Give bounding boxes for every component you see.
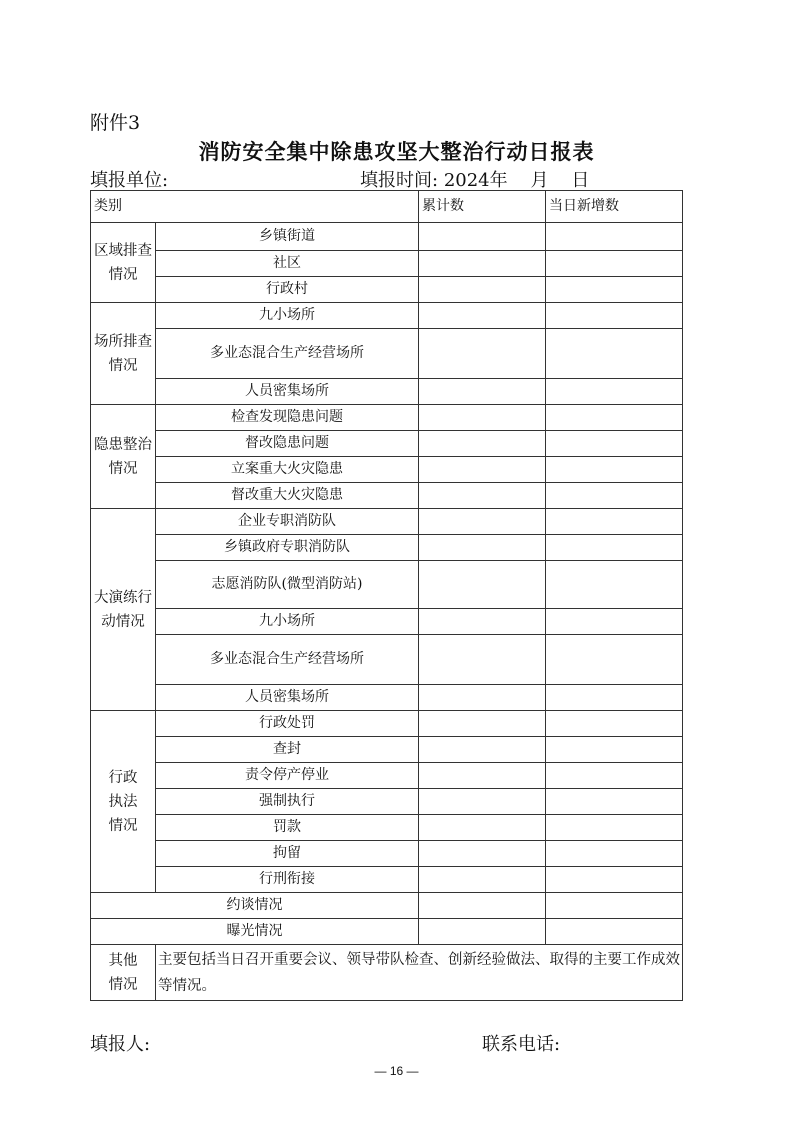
table-row [91, 815, 683, 841]
filler-label: 填报人: [90, 1034, 151, 1055]
cumulative-cell[interactable] [419, 685, 546, 711]
header-category: 类别 [91, 191, 419, 223]
row-label: 多业态混合生产经营场所 [156, 635, 419, 685]
row-label: 九小场所 [156, 609, 419, 635]
daily-new-cell[interactable] [546, 223, 683, 251]
table-row [91, 609, 683, 635]
row-label: 多业态混合生产经营场所 [156, 329, 419, 379]
table-row [91, 535, 683, 561]
table-row [91, 893, 683, 919]
table-row [91, 329, 683, 379]
cumulative-cell[interactable] [419, 893, 546, 919]
page-title: 消防安全集中除患攻坚大整治行动日报表 [198, 139, 595, 164]
cumulative-cell[interactable] [419, 457, 546, 483]
attachment-label: 附件3 [90, 112, 141, 134]
row-label: 乡镇街道 [156, 223, 419, 251]
phone-label: 联系电话: [482, 1034, 561, 1055]
cumulative-cell[interactable] [419, 815, 546, 841]
row-label: 强制执行 [156, 789, 419, 815]
cumulative-cell[interactable] [419, 277, 546, 303]
row-label: 社区 [156, 251, 419, 277]
cumulative-cell[interactable] [419, 561, 546, 609]
row-label: 行刑衔接 [156, 867, 419, 893]
daily-new-cell[interactable] [546, 303, 683, 329]
daily-new-cell[interactable] [546, 763, 683, 789]
cumulative-cell[interactable] [419, 405, 546, 431]
cumulative-cell[interactable] [419, 251, 546, 277]
row-label: 企业专职消防队 [156, 509, 419, 535]
fill-unit-label: 填报单位: [90, 170, 169, 191]
row-label: 行政处罚 [156, 711, 419, 737]
daily-new-cell[interactable] [546, 609, 683, 635]
row-label: 罚款 [156, 815, 419, 841]
header-daily-new: 当日新增数 [546, 191, 683, 223]
cumulative-cell[interactable] [419, 867, 546, 893]
row-label: 行政村 [156, 277, 419, 303]
table-row [91, 561, 683, 609]
page-number: — 16 — [374, 1064, 419, 1078]
table-row [91, 763, 683, 789]
daily-new-cell[interactable] [546, 867, 683, 893]
group-label-other: 其他情况 [91, 945, 156, 1001]
row-label: 督改重大火灾隐患 [156, 483, 419, 509]
daily-new-cell[interactable] [546, 685, 683, 711]
group-label-enforce: 行政执法情况 [91, 711, 156, 893]
row-label: 人员密集场所 [156, 379, 419, 405]
daily-new-cell[interactable] [546, 737, 683, 763]
fill-time [360, 166, 589, 192]
cumulative-cell[interactable] [419, 737, 546, 763]
row-label: 立案重大火灾隐患 [156, 457, 419, 483]
row-label: 九小场所 [156, 303, 419, 329]
daily-new-cell[interactable] [546, 277, 683, 303]
daily-new-cell[interactable] [546, 841, 683, 867]
table-row [91, 867, 683, 893]
cumulative-cell[interactable] [419, 509, 546, 535]
cumulative-cell[interactable] [419, 711, 546, 737]
daily-new-cell[interactable] [546, 509, 683, 535]
other-note[interactable]: 主要包括当日召开重要会议、领导带队检查、创新经验做法、取得的主要工作成效等情况。 [156, 945, 683, 1001]
row-label: 责令停产停业 [156, 763, 419, 789]
row-label: 查封 [156, 737, 419, 763]
table-row [91, 431, 683, 457]
daily-new-cell[interactable] [546, 789, 683, 815]
fill-time-year: 2024年 [443, 170, 508, 191]
table-row [91, 685, 683, 711]
table-row [91, 303, 683, 329]
table-row [91, 277, 683, 303]
cumulative-cell[interactable] [419, 789, 546, 815]
fill-time-day: 日 [571, 170, 590, 191]
row-label: 拘留 [156, 841, 419, 867]
row-label: 志愿消防队(微型消防站) [156, 561, 419, 609]
cumulative-cell[interactable] [419, 763, 546, 789]
table-row [91, 841, 683, 867]
cumulative-cell[interactable] [419, 919, 546, 945]
cumulative-cell[interactable] [419, 483, 546, 509]
table-row-other [91, 945, 683, 1001]
table-row [91, 711, 683, 737]
cumulative-cell[interactable] [419, 303, 546, 329]
cumulative-cell[interactable] [419, 329, 546, 379]
table-row [91, 789, 683, 815]
daily-new-cell[interactable] [546, 561, 683, 609]
daily-new-cell[interactable] [546, 379, 683, 405]
row-label: 检查发现隐患问题 [156, 405, 419, 431]
table-row [91, 483, 683, 509]
row-label-exposure: 曝光情况 [91, 919, 419, 945]
row-label-interview: 约谈情况 [91, 893, 419, 919]
cumulative-cell[interactable] [419, 535, 546, 561]
table-row [91, 251, 683, 277]
daily-new-cell[interactable] [546, 457, 683, 483]
daily-new-cell[interactable] [546, 815, 683, 841]
fill-time-label: 填报时间: [360, 170, 439, 191]
table-header-row [91, 191, 683, 223]
daily-new-cell[interactable] [546, 635, 683, 685]
daily-new-cell[interactable] [546, 251, 683, 277]
table-row [91, 379, 683, 405]
group-label-venue: 场所排查情况 [91, 303, 156, 405]
daily-new-cell[interactable] [546, 483, 683, 509]
cumulative-cell[interactable] [419, 431, 546, 457]
daily-new-cell[interactable] [546, 711, 683, 737]
daily-new-cell[interactable] [546, 893, 683, 919]
header-cumulative: 累计数 [419, 191, 546, 223]
daily-new-cell[interactable] [546, 329, 683, 379]
group-label-hazard: 隐患整治情况 [91, 405, 156, 509]
group-label-drill: 大演练行动情况 [91, 509, 156, 711]
table-row [91, 919, 683, 945]
cumulative-cell[interactable] [419, 223, 546, 251]
group-label-area: 区域排查情况 [91, 223, 156, 303]
fill-time-month: 月 [530, 170, 549, 191]
cumulative-cell[interactable] [419, 841, 546, 867]
table-row [91, 405, 683, 431]
row-label: 人员密集场所 [156, 685, 419, 711]
daily-new-cell[interactable] [546, 431, 683, 457]
report-table [90, 190, 683, 1001]
row-label: 督改隐患问题 [156, 431, 419, 457]
table-row [91, 509, 683, 535]
table-row [91, 635, 683, 685]
table-row [91, 223, 683, 251]
cumulative-cell[interactable] [419, 379, 546, 405]
daily-new-cell[interactable] [546, 535, 683, 561]
table-row [91, 457, 683, 483]
daily-new-cell[interactable] [546, 405, 683, 431]
row-label: 乡镇政府专职消防队 [156, 535, 419, 561]
daily-new-cell[interactable] [546, 919, 683, 945]
table-row [91, 737, 683, 763]
cumulative-cell[interactable] [419, 635, 546, 685]
cumulative-cell[interactable] [419, 609, 546, 635]
